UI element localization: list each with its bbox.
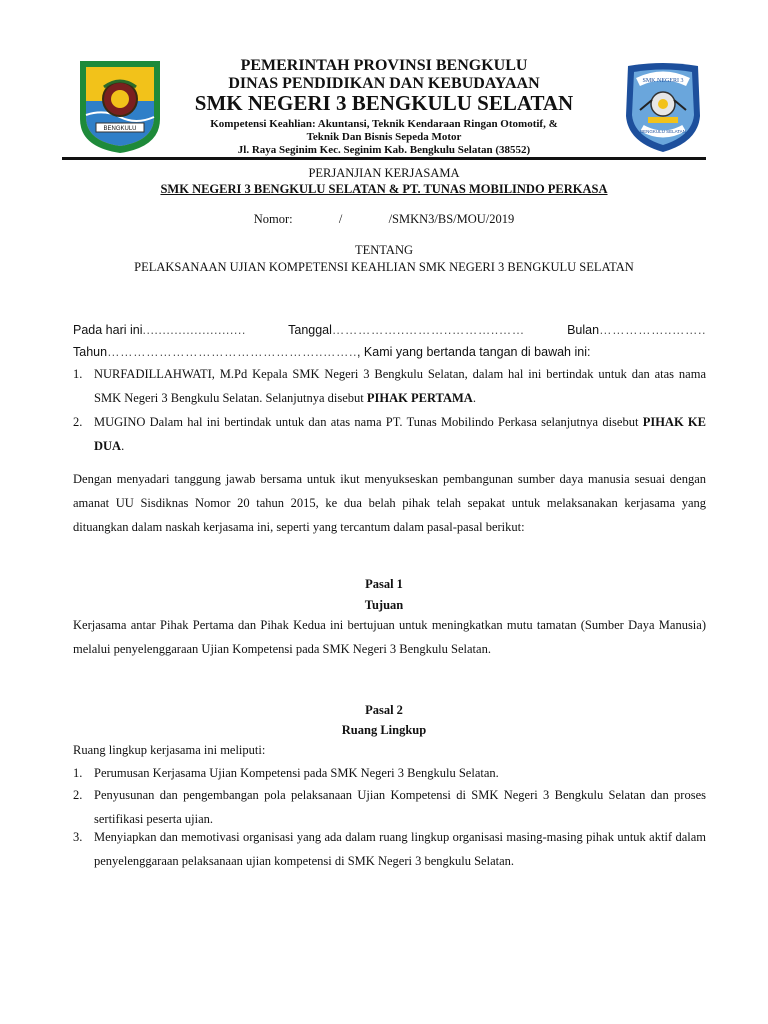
tanggal-label: Tanggal (288, 323, 332, 337)
list-number: 3. (73, 830, 83, 844)
pasal-2-heading: Pasal 2 (365, 703, 403, 717)
party-text: NURFADILLAHWATI, M.Pd Kepala SMK Negeri 3 Bengkulu Selatan, dalam hal ini bertindak untuk dan atas nama SMK Negeri 3 Bengkulu Selatan. Selanjutnya disebut (94, 367, 706, 405)
party-end: . (472, 391, 476, 405)
party-end: . (121, 439, 125, 453)
svg-text:SMK NEGERI 3: SMK NEGERI 3 (642, 78, 684, 84)
nomor-slash: / (338, 212, 343, 226)
pasal-2-subheading: Ruang Lingkup (341, 723, 427, 737)
department-name: DINAS PENDIDIKAN DAN KEBUDAYAAN (228, 74, 540, 92)
school-logo (620, 60, 706, 154)
party-first (73, 362, 706, 410)
competency-line-2: Teknik Dan Bisnis Sepeda Motor (306, 130, 462, 143)
list-item-text: Penyusunan dan pengembangan pola pelaksanaan Ujian Kompetensi di SMK Negeri 3 Bengkulu Selatan dan proses sertifikasi peserta ujian. (94, 788, 706, 826)
intro-paragraph: Dengan menyadari tanggung jawab bersama untuk ikut menyukseskan pembangunan sumber daya manusia sesuai dengan amanat UU Sisdiknas Nomor 20 tahun 2015, ke dua belah pihak telah sepakat untuk melaksanakan kerjasama yang dituangkan dalam naskah kerjasama ini, seperti yang tercantum dalam pasal-pasal berikut: (73, 472, 706, 534)
year-line (73, 345, 706, 359)
nomor-label: Nomor: (253, 212, 293, 226)
list-item (73, 825, 706, 873)
party-text: MUGINO Dalam hal ini bertindak untuk dan atas nama PT. Tunas Mobilindo Perkasa selanjutnya disebut (94, 415, 643, 429)
svg-text:BENGKULU SELATAN: BENGKULU SELATAN (640, 129, 686, 134)
pasal-2-intro: Ruang lingkup kerjasama ini meliputi: (73, 743, 266, 757)
nomor-suffix: /SMKN3/BS/MOU/2019 (388, 212, 515, 226)
provincial-emblem-logo (74, 57, 166, 155)
pasal-1-subheading: Tujuan (364, 598, 404, 612)
list-number: 2. (73, 415, 83, 429)
tahun-label: Tahun (73, 345, 108, 359)
list-number: 1. (73, 367, 83, 381)
competency-line: Kompetensi Keahlian: Akuntansi, Teknik Kendaraan Ringan Otomotif, & (210, 118, 558, 131)
list-number: 2. (73, 788, 83, 802)
tanggal-dots: ……………..………..………..…… (331, 323, 525, 337)
party-label: PIHAK KE DUA (94, 415, 706, 453)
document-title: PERJANJIAN KERJASAMA (308, 166, 460, 180)
hari-label: Pada hari ini (73, 323, 143, 337)
subject-title: PELAKSANAAN UJIAN KOMPETENSI KEAHLIAN SMK NEGERI 3 BENGKULU SELATAN (134, 260, 634, 274)
school-name: SMK NEGERI 3 BENGKULU SELATAN (194, 91, 574, 116)
document-number (62, 212, 706, 227)
hari-dots: .......................... (142, 323, 246, 337)
list-number: 1. (73, 766, 83, 780)
letterhead-rule (62, 157, 706, 160)
list-item-text: Menyiapkan dan memotivasi organisasi yang ada dalam ruang lingkup organisasi masing-masing pihak untuk aktif dalam penyelenggaraan pelaksanaan ujian kompetensi di SMK Negeri 3 bengkulu Selatan. (94, 830, 706, 868)
tahun-dots: …………………………………………..…….. (107, 345, 357, 359)
party-label: PIHAK PERTAMA (366, 391, 473, 405)
government-name: PEMERINTAH PROVINSI BENGKULU (240, 57, 528, 74)
tahun-rest: , Kami yang bertanda tangan di bawah ini: (356, 345, 591, 359)
list-item (73, 761, 706, 785)
list-item (73, 783, 706, 831)
letterhead (170, 57, 598, 157)
subject-label: TENTANG (354, 243, 413, 257)
party-second (73, 410, 706, 458)
svg-text:BENGKULU: BENGKULU (103, 126, 137, 132)
list-item-text: Perumusan Kerjasama Ujian Kompetensi pada SMK Negeri 3 Bengkulu Selatan. (94, 766, 499, 780)
pasal-1-text: Kerjasama antar Pihak Pertama dan Pihak Kedua ini bertujuan untuk meningkatkan mutu tamatan (Sumber Daya Manusia) melalui penyelenggaraan Ujian Kompetensi pada SMK Negeri 3 Bengkulu Selatan. (73, 618, 706, 656)
date-line (73, 323, 706, 337)
document-parties: SMK NEGERI 3 BENGKULU SELATAN & PT. TUNAS MOBILINDO PERKASA (160, 182, 608, 196)
school-address: Jl. Raya Seginim Kec. Seginim Kab. Bengkulu Selatan (38552) (237, 143, 531, 156)
bulan-dots: ……………..…….. (599, 323, 706, 337)
pasal-1-heading: Pasal 1 (365, 577, 403, 591)
bulan-label: Bulan (567, 323, 600, 337)
